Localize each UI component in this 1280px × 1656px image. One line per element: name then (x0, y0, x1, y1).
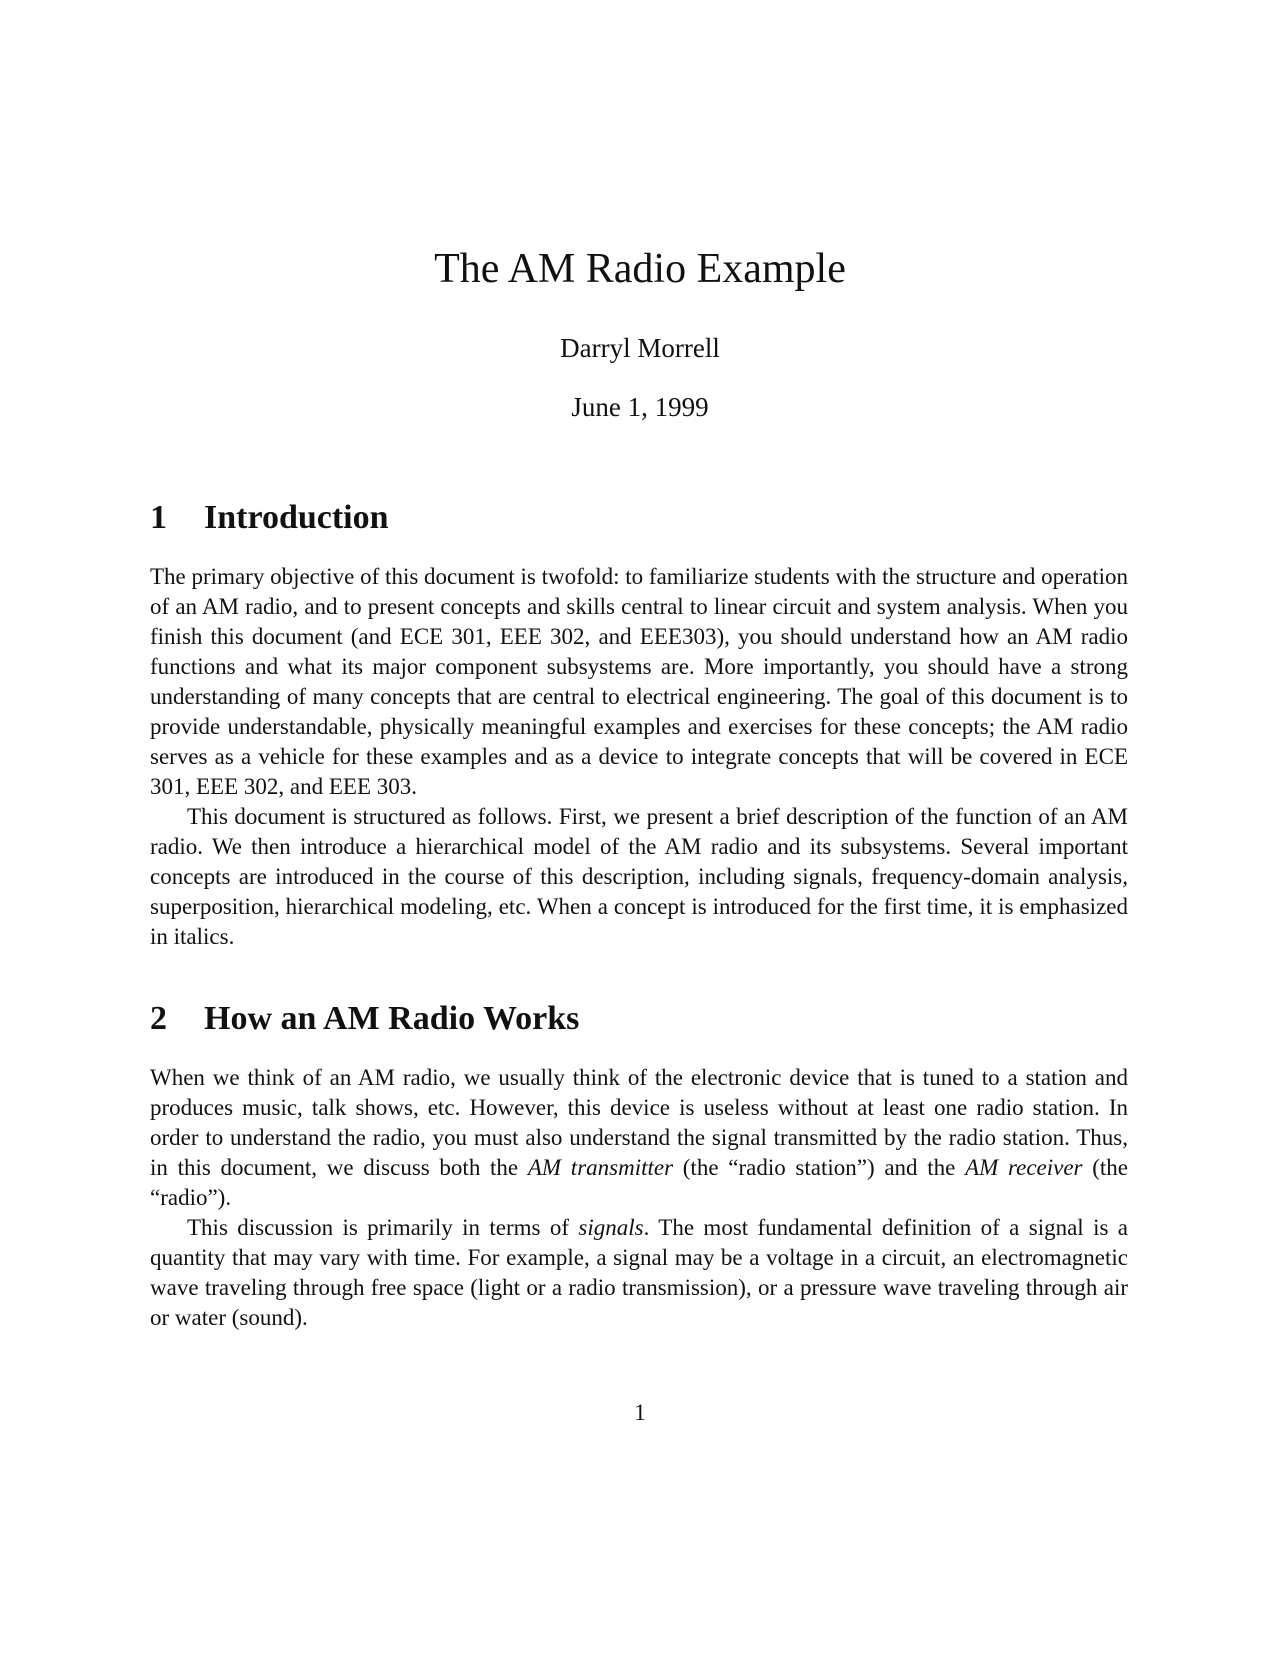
text-run: . The most fundamental definition of a signal is a quantity that may vary with time. For example, a signal may be a voltage in a circuit, an electromagnetic wave traveling through free space (light or a radio transmission), or a pressure wave traveling through air or water (sound). (150, 1215, 1128, 1330)
text-run: (the “radio station”) and the (673, 1155, 966, 1180)
emphasized-term: AM transmitter (527, 1155, 674, 1180)
section-heading-how-am-radio-works (150, 998, 1130, 1040)
section-number: 2 (150, 1000, 167, 1037)
document-author: Darryl Morrell (560, 333, 720, 363)
document-title: The AM Radio Example (434, 246, 846, 292)
text-run: (the “radio”). (150, 1155, 1128, 1210)
section-number: 1 (150, 499, 167, 536)
emphasized-term: signals (578, 1215, 644, 1240)
section-heading-introduction (150, 497, 1130, 539)
section-title: How an AM Radio Works (204, 1000, 580, 1037)
section-body-introduction (150, 562, 1128, 952)
text-run: This discussion is primarily in terms of (187, 1215, 579, 1240)
paragraph: The primary objective of this document is twofold: to familiarize students with the structure and operation of an AM radio, and to present concepts and skills central to linear circuit and system analysis. When you finish this document (and ECE 301, EEE 302, and EEE303), you should understand how an AM radio functions and what its major component subsystems are. More importantly, you should have a strong understanding of many concepts that are central to electrical engineering. The goal of this document is to provide understandable, physically meaningful examples and exercises for these concepts; the AM radio serves as a vehicle for these examples and as a device to integrate concepts that will be covered in ECE 301, EEE 302, and EEE 303. (150, 564, 1128, 799)
paragraph: This document is structured as follows. First, we present a brief description of the function of an AM radio. We then introduce a hierarchical model of the AM radio and its subsystems. Several important concepts are introduced in the course of this description, including signals, frequency-domain analysis, superposition, hierarchical modeling, etc. When a concept is introduced for the first time, it is emphasized in italics. (150, 804, 1128, 949)
page-number: 1 (634, 1400, 646, 1425)
text-run: When we think of an AM radio, we usually think of the electronic device that is tuned to a station and produces music, talk shows, etc. However, this device is useless without at least one radio station. In order to understand the radio, you must also understand the signal transmitted by the radio station. Thus, in this document, we discuss both the (150, 1065, 1128, 1180)
paragraph (150, 1063, 1128, 1213)
emphasized-term: AM receiver (965, 1155, 1083, 1180)
section-title: Introduction (204, 499, 389, 536)
paragraph (150, 1213, 1128, 1333)
section-body-how-am-radio-works (150, 1063, 1128, 1333)
document-date: June 1, 1999 (571, 392, 709, 422)
